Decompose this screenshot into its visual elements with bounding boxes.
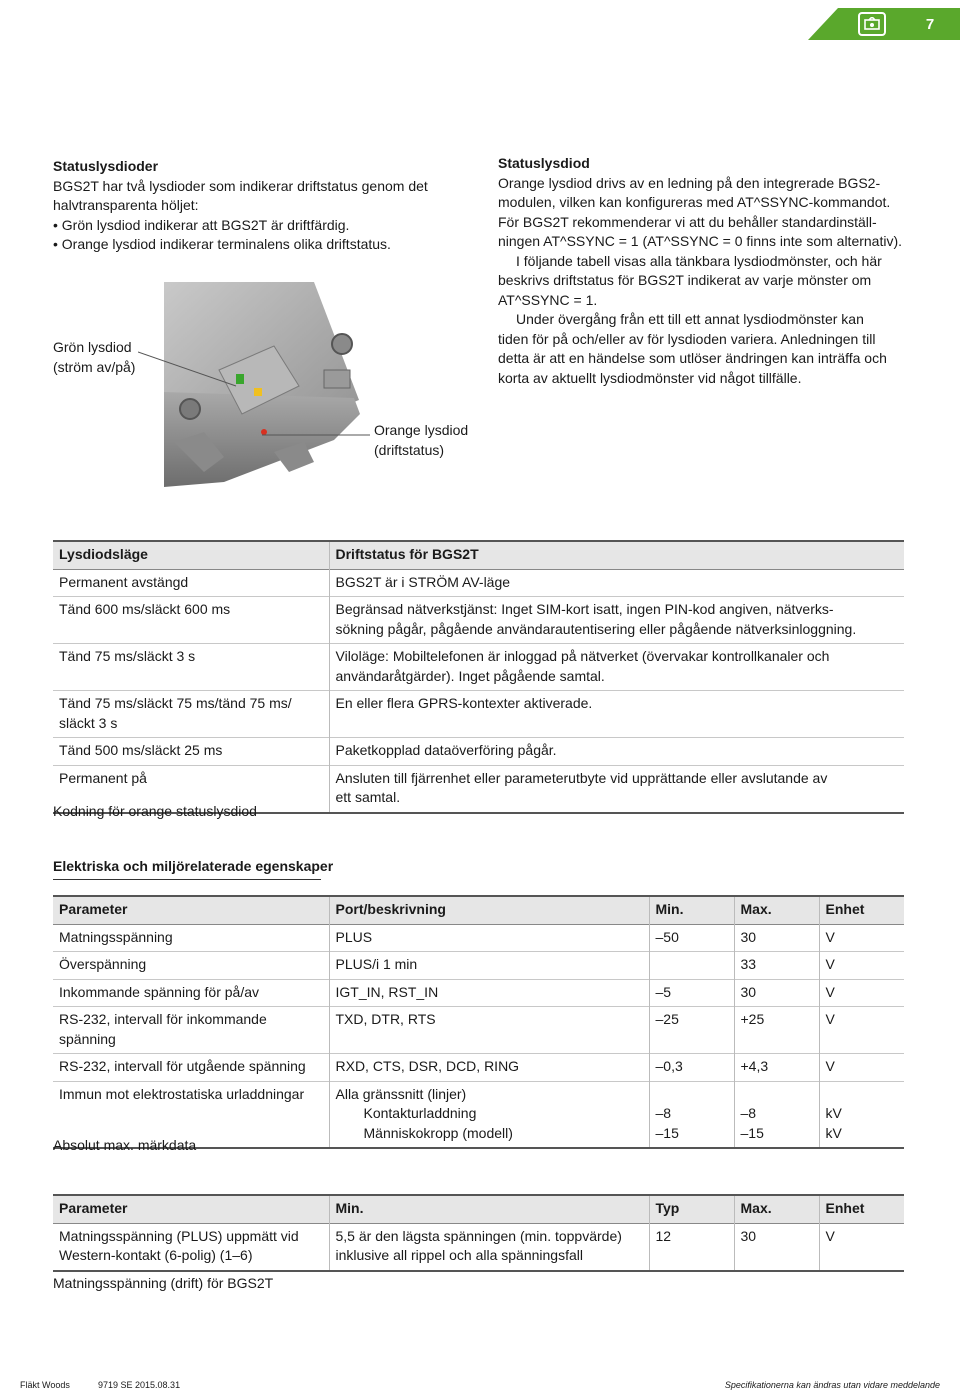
intro-left-heading: Statuslysdioder [53,158,159,174]
intro-right-line: ningen AT^SSYNC = 1 (AT^SSYNC = 0 finns inte som alternativ). [498,233,903,249]
port-sub-cell: Kontakturladdning [363,1105,477,1121]
supply-table-caption: Matningsspänning (drift) för BGS2T [53,1275,274,1291]
intro-left-line: halvtransparenta höljet: [53,197,199,213]
port-cell: RXD, CTS, DSR, DCD, RING [329,1054,649,1082]
column-header: Parameter [53,1195,329,1223]
intro-left-line: • Grön lysdiod indikerar att BGS2T är driftfärdig. [53,216,350,233]
table-row [53,1223,904,1271]
parameter-cell: spänning [59,1030,116,1047]
callout-line-orange [262,430,372,450]
table-header-row [53,896,904,924]
orange-led-label-line: Orange lysdiod [374,422,469,438]
led-status: Ansluten till fjärrenhet eller parameterutbyte vid upprättande eller avslutande av [335,769,828,786]
max-cell: –8 [740,1105,757,1121]
table-row [53,644,904,691]
min-cell: –50 [649,924,734,952]
column-header: Max. [734,1195,819,1223]
port-cell: PLUS [329,924,649,952]
parameter-cell: RS-232, intervall för inkommande [59,1011,267,1027]
intro-right-line: tiden för på och/eller av för lysdioden variera. Anledningen till [498,330,876,347]
min-cell: –0,3 [649,1054,734,1082]
max-cell: 30 [734,924,819,952]
column-header: Min. [649,896,734,924]
green-led-label-line: (ström av/på) [53,358,136,375]
led-mode: Tänd 75 ms/släckt 3 s [59,648,196,664]
led-status: BGS2T är i STRÖM AV-läge [335,573,511,590]
column-header: Typ [649,1195,734,1223]
intro-right-heading: Statuslysdiod [498,155,590,171]
table-header-row [53,1195,904,1223]
callout-lines [138,338,238,448]
column-header: Min. [329,1195,649,1223]
column-header: Port/beskrivning [329,896,649,924]
table-row [53,952,904,980]
intro-right-line: AT^SSYNC = 1. [498,291,598,308]
min-cell: inklusive all rippel och alla spänningsfall [335,1247,583,1263]
table-row [53,691,904,738]
orange-led-label-line: (driftstatus) [374,441,445,458]
unit-cell: V [819,979,904,1007]
led-status: Begränsad nätverkstjänst: Inget SIM-kort isatt, ingen PIN-kod angiven, nätverks- [335,601,834,617]
min-cell: –25 [649,1007,734,1054]
footer-doc: 9719 SE 2015.08.31 [98,1380,181,1390]
table-row [53,979,904,1007]
intro-right-line: För BGS2T rekommenderar vi att du behåller standardinställ- [498,213,877,230]
intro-left-line: BGS2T har två lysdioder som indikerar driftstatus genom det [53,177,428,194]
port-cell: PLUS/i 1 min [329,952,649,980]
parameter-cell: Matningsspänning [59,928,173,945]
max-cell: 33 [734,952,819,980]
unit-cell: V [819,952,904,980]
intro-right-line: modulen, vilken kan konfigureras med AT^SSYNC-kommandot. [498,194,891,210]
column-header: Driftstatus för BGS2T [329,541,904,569]
parameter-cell: Matningsspänning (PLUS) uppmätt vid [59,1227,299,1244]
parameter-cell: Överspänning [59,956,147,972]
led-mode: Permanent avstängd [59,573,189,590]
led-status: användaråtgärder). Inget pågående samtal. [335,667,605,684]
unit-cell: kV [825,1124,842,1141]
led-status: ett samtal. [335,789,401,805]
orange-led-icon [254,388,262,396]
min-cell: –15 [655,1124,679,1141]
led-status: Viloläge: Mobiltelefonen är inloggad på nätverket (övervakar kontrollkanaler och [335,648,830,664]
footer-company: Fläkt Woods [20,1380,70,1390]
column-header: Enhet [819,896,904,924]
led-mode: Tänd 500 ms/släckt 25 ms [59,742,223,758]
unit-cell: V [819,924,904,952]
column-header: Lysdiodsläge [53,541,329,569]
intro-right-line: korta av aktuellt lysdiodmönster vid något tillfälle. [498,369,802,386]
port-cell: IGT_IN, RST_IN [329,979,649,1007]
intro-right-line: beskrivs driftstatus för BGS2T indikerat av varje mönster om [498,272,872,288]
intro-left-line: • Orange lysdiod indikerar terminalens olika driftstatus. [53,236,391,252]
column-header: Enhet [819,1195,904,1223]
table-row [53,924,904,952]
orange-led-label [374,421,468,460]
unit-cell: kV [825,1105,842,1121]
led-status: En eller flera GPRS-kontexter aktiverade. [335,695,593,711]
intro-right-line: I följande tabell visas alla tänkbara lysdiodmönster, och här [516,252,882,269]
max-cell: –15 [740,1124,764,1141]
led-mode: Tänd 600 ms/släckt 600 ms [59,601,231,617]
heading-underline [53,879,321,880]
led-table [53,540,904,814]
max-cell: 30 [734,1223,819,1271]
parameter-cell: Immun mot elektrostatiska urladdningar [59,1085,305,1102]
column-header: Parameter [53,896,329,924]
intro-left [53,157,453,255]
intro-right [498,154,918,388]
parameter-cell: Western-kontakt (6-polig) (1–6) [59,1247,253,1263]
led-status: sökning pågår, pågående användarautentisering eller pågående nätverksinloggning. [335,620,857,637]
brand-logo-icon [858,12,886,36]
port-sub-cell: Människokropp (modell) [363,1124,513,1141]
table-row [53,597,904,644]
section-heading: Elektriska och miljörelaterade egenskaper [53,858,334,874]
table-row [53,1054,904,1082]
min-cell: –8 [655,1105,672,1121]
intro-right-line: Under övergång från ett till ett annat lysdiodmönster kan [516,311,864,327]
min-cell: 5,5 är den lägsta spänningen (min. toppvärde) [335,1227,622,1244]
min-cell [649,952,734,980]
electrical-table-caption: Absolut max. märkdata [53,1137,197,1153]
footer-note: Specifikationerna kan ändras utan vidare meddelande [724,1380,940,1390]
led-table-caption: Kodning för orange statuslysdiod [53,803,257,819]
max-cell: 30 [734,979,819,1007]
led-mode: Permanent på [59,769,147,786]
parameter-cell: RS-232, intervall för utgående spänning [59,1058,306,1074]
intro-right-line: Orange lysdiod drivs av en ledning på den integrerade BGS2- [498,174,881,191]
table-row [53,1007,904,1054]
port-cell: Alla gränssnitt (linjer) [335,1085,467,1102]
column-header: Max. [734,896,819,924]
page-number: 7 [925,15,935,33]
unit-cell: V [819,1054,904,1082]
intro-right-line: detta är att en händelse som utlöser ändringen kan inträffa och [498,350,887,366]
led-mode: släckt 3 s [59,714,118,731]
max-cell: +25 [734,1007,819,1054]
max-cell: +4,3 [734,1054,819,1082]
table-row [53,569,904,597]
unit-cell: V [819,1007,904,1054]
green-led-label-line: Grön lysdiod [53,339,132,355]
parameter-cell: Inkommande spänning för på/av [59,983,260,1000]
electrical-table [53,895,904,1149]
green-led-label [53,338,135,377]
port-cell: TXD, DTR, RTS [329,1007,649,1054]
unit-cell: V [819,1223,904,1271]
led-mode: Tänd 75 ms/släckt 75 ms/tänd 75 ms/ [59,695,292,711]
table-header-row [53,541,904,569]
min-cell: –5 [649,979,734,1007]
table-row [53,738,904,766]
supply-table [53,1194,904,1272]
typ-cell: 12 [649,1223,734,1271]
led-status: Paketkopplad dataöverföring pågår. [335,742,557,758]
